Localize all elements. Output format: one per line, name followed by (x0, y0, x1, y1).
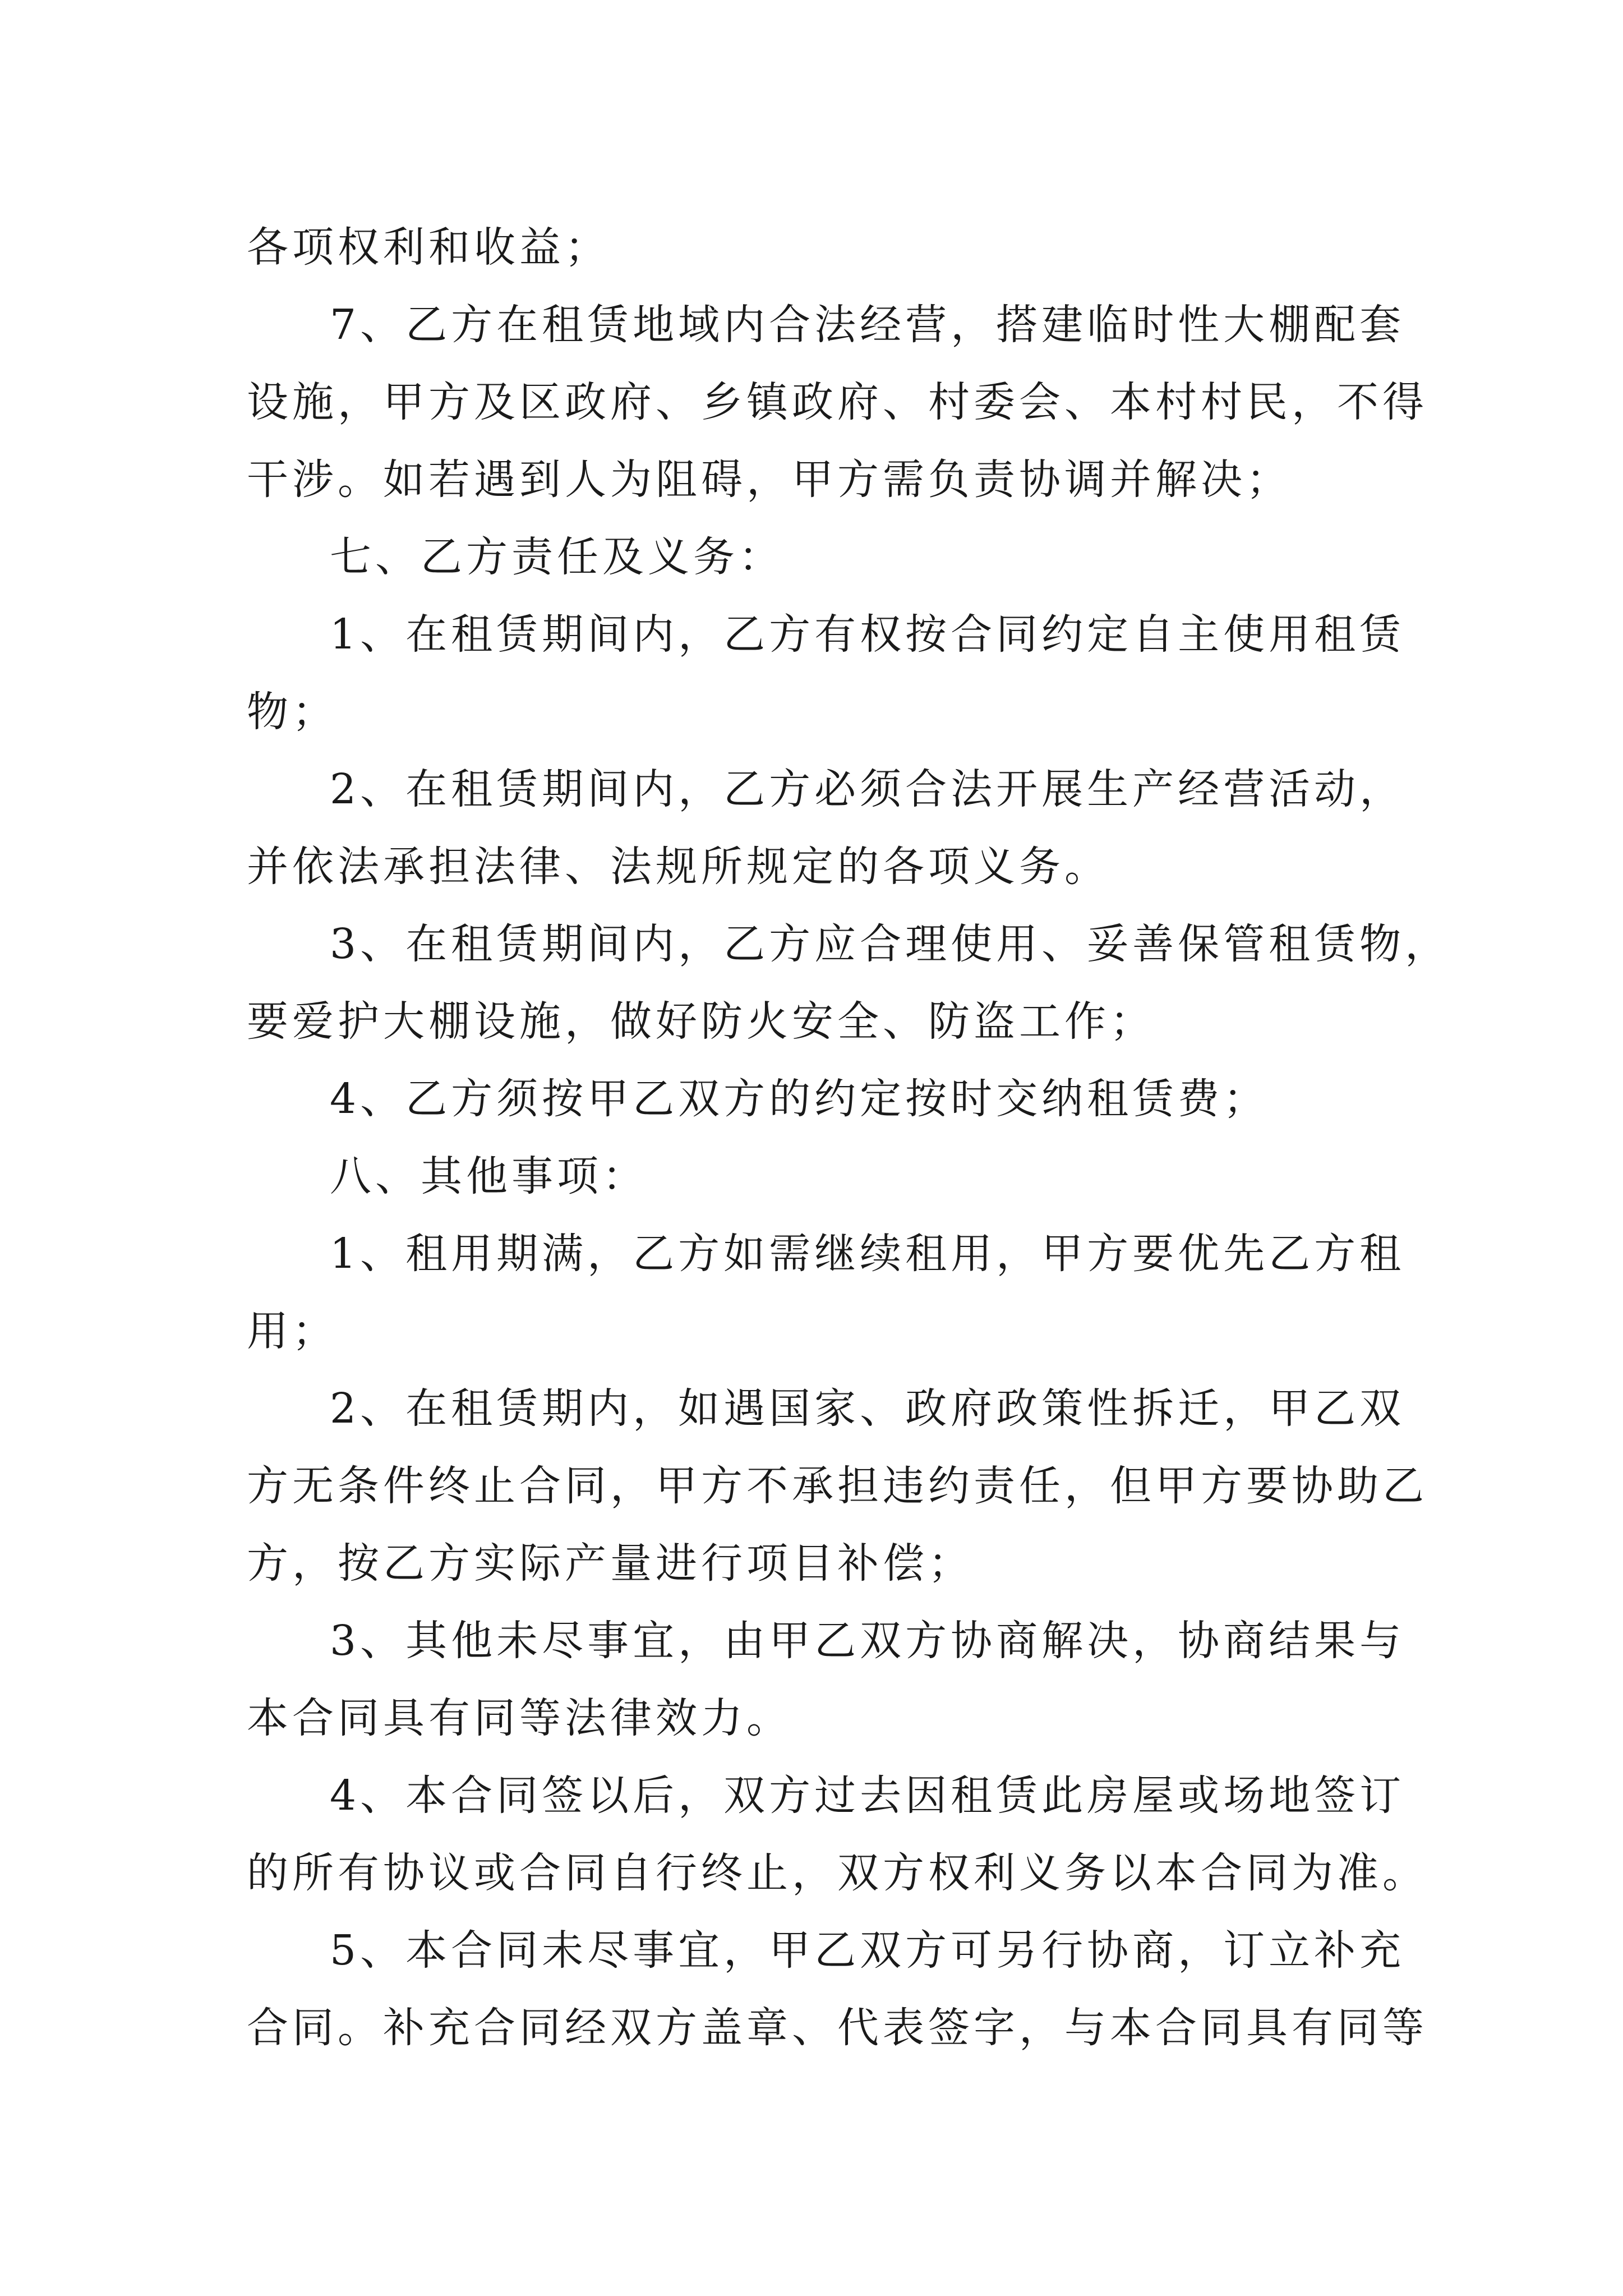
text-line: 方，按乙方实际产量进行项目补偿； (247, 1539, 974, 1588)
text-line: 要爱护大棚设施，做好防火安全、防盗工作； (247, 997, 1155, 1046)
section-7-heading: 七、乙方责任及义务： (330, 533, 784, 581)
clause-8-3-line: 3、其他未尽事宜，由甲乙双方协商解决，协商结果与 (330, 1617, 1405, 1665)
text-line: 本合同具有同等法律效力。 (247, 1694, 792, 1742)
text-line: 干涉。如若遇到人为阻碍，甲方需负责协调并解决； (247, 455, 1292, 504)
clause-6-7-line: 7、乙方在租赁地域内合法经营，搭建临时性大棚配套 (330, 301, 1405, 349)
text-line: 物； (247, 688, 338, 736)
clause-7-3-line: 3、在租赁期间内，乙方应合理使用、妥善保管租赁物， (330, 920, 1451, 968)
text-line: 方无条件终止合同，甲方不承担违约责任，但甲方要协助乙 (247, 1462, 1428, 1510)
text-line: 并依法承担法律、法规所规定的各项义务。 (247, 843, 1110, 891)
clause-8-5-line: 5、本合同未尽事宜，甲乙双方可另行协商，订立补充 (330, 1926, 1405, 1975)
clause-7-2-line: 2、在租赁期间内，乙方必须合法开展生产经营活动， (330, 765, 1405, 813)
clause-7-1-line: 1、在租赁期间内，乙方有权按合同约定自主使用租赁 (330, 610, 1405, 659)
clause-7-4-line: 4、乙方须按甲乙双方的约定按时交纳租赁费； (330, 1075, 1269, 1123)
text-line: 合同。补充合同经双方盖章、代表签字，与本合同具有同等 (247, 2004, 1428, 2052)
clause-8-2-line: 2、在租赁期内，如遇国家、政府政策性拆迁，甲乙双 (330, 1384, 1405, 1433)
text-line: 各项权利和收益； (247, 223, 610, 272)
contract-text-body (247, 209, 1451, 2067)
clause-8-4-line: 4、本合同签以后，双方过去因租赁此房屋或场地签订 (330, 1772, 1405, 1820)
clause-8-1-line: 1、租用期满，乙方如需继续租用，甲方要优先乙方租 (330, 1230, 1405, 1278)
section-8-heading: 八、其他事项： (330, 1152, 648, 1200)
text-line: 用； (247, 1307, 338, 1355)
text-line: 的所有协议或合同自行终止，双方权利义务以本合同为准。 (247, 1849, 1428, 1897)
text-line: 设施，甲方及区政府、乡镇政府、村委会、本村村民，不得 (247, 378, 1428, 426)
